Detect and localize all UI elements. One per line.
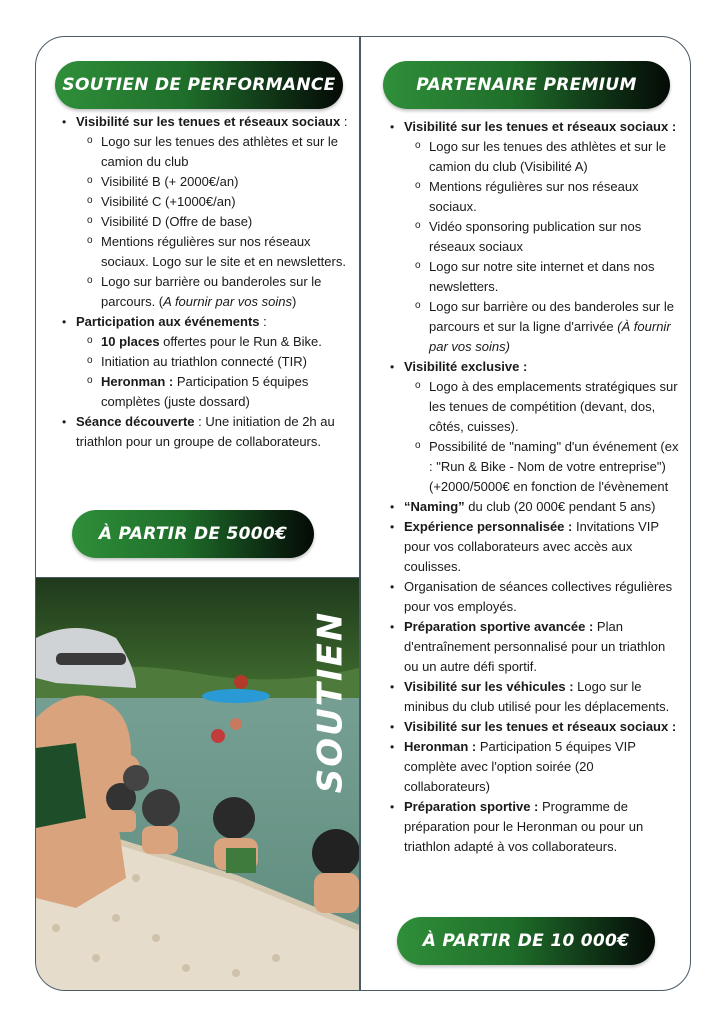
list-item: o Logo à des emplacements stratégiques sur les tenues de compétition (devant, dos, côtés, cuisses).	[415, 377, 680, 437]
list-item: • “Naming” du club (20 000€ pendant 5 ans)	[390, 497, 680, 517]
right-section-visibility	[390, 117, 680, 357]
list-item: o Logo sur les tenues des athlètes et sur le camion du club	[87, 132, 352, 172]
list-item: • Préparation sportive : Programme de préparation pour le Heronman ou pour un triathlon adapté à vos collaborateurs.	[390, 797, 680, 857]
list-item: • Organisation de séances collectives régulières pour vos employés.	[390, 577, 680, 617]
right-price-button[interactable]: À PARTIR DE 10 000€	[397, 917, 655, 965]
right-benefits	[390, 117, 680, 857]
left-header-pill: SOUTIEN DE PERFORMANCE	[55, 61, 343, 109]
list-item: o Logo sur notre site internet et dans nos newsletters.	[415, 257, 680, 297]
list-item: • Heronman : Participation 5 équipes VIP complète avec l'option soirée (20 collaborateurs)	[390, 737, 680, 797]
section-title: Participation aux événements	[76, 314, 260, 329]
section-title: Visibilité sur les tenues et réseaux sociaux	[76, 114, 341, 129]
list-item: o Logo sur les tenues des athlètes et sur le camion du club (Visibilité A)	[415, 137, 680, 177]
right-section-exclusive	[390, 357, 680, 497]
list-item: o Initiation au triathlon connecté (TIR)	[87, 352, 352, 372]
list-item: o Visibilité C (+1000€/an)	[87, 192, 352, 212]
section-title: Visibilité exclusive :	[404, 359, 528, 374]
list-item: • Expérience personnalisée : Invitations VIP pour vos collaborateurs avec accès aux coulisses.	[390, 517, 680, 577]
left-benefits	[62, 112, 352, 452]
list-item: • Visibilité sur les véhicules : Logo sur le minibus du club utilisé pour les déplacements.	[390, 677, 680, 717]
list-item: o Heronman : Participation 5 équipes complètes (juste dossard)	[87, 372, 352, 412]
section-title: Visibilité sur les tenues et réseaux sociaux :	[404, 119, 677, 134]
list-item: o 10 places offertes pour le Run & Bike.	[87, 332, 352, 352]
vertical-divider	[359, 36, 361, 991]
list-item: o Vidéo sponsoring publication sur nos réseaux sociaux	[415, 217, 680, 257]
list-item: o Logo sur barrière ou banderoles sur le parcours. (A fournir par vos soins)	[87, 272, 352, 312]
list-item: o Logo sur barrière ou des banderoles sur le parcours et sur la ligne d'arrivée (À fournir par vos soins)	[415, 297, 680, 357]
list-item: • Préparation sportive avancée : Plan d'entraînement personnalisé pour un triathlon ou un autre défi sportif.	[390, 617, 680, 677]
section-title: Séance découverte	[76, 414, 195, 429]
left-price-button[interactable]: À PARTIR DE 5000€	[72, 510, 314, 558]
left-section-visibility: • Visibilité sur les tenues et réseaux sociaux : o Logo sur les tenues des athlètes et sur le camion du club o Visibilité B (+ 2000€/an) o Visibilité C (+1000€/an) o Visibilité D (Offre de base) o Mentions régulières sur nos réseaux sociaux. Logo sur le site et en newsletters. o Logo sur barrière ou banderoles sur le parcours. (A fournir par vos soins)	[62, 112, 352, 312]
list-item: o Mentions régulières sur nos réseaux sociaux. Logo sur le site et en newsletters.	[87, 232, 352, 272]
list-item: o Mentions régulières sur nos réseaux sociaux.	[415, 177, 680, 217]
left-section-discovery: • Séance découverte : Une initiation de 2h au triathlon pour un groupe de collaborateurs.	[62, 412, 352, 452]
photo-overlay-title: SOUTIEN	[310, 610, 350, 794]
list-item: o Visibilité B (+ 2000€/an)	[87, 172, 352, 192]
left-section-events: • Participation aux événements : o 10 places offertes pour le Run & Bike. o Initiation au triathlon connecté (TIR) o Heronman : Participation 5 équipes complètes (juste dossard)	[62, 312, 352, 412]
list-item: • Visibilité sur les tenues et réseaux sociaux :	[390, 717, 680, 737]
list-item: o Possibilité de "naming" d'un événement (ex : "Run & Bike - Nom de votre entreprise") (+2000/5000€ en fonction de l'évènement	[415, 437, 680, 497]
list-item: o Visibilité D (Offre de base)	[87, 212, 352, 232]
right-header-pill: PARTENAIRE PREMIUM	[383, 61, 670, 109]
